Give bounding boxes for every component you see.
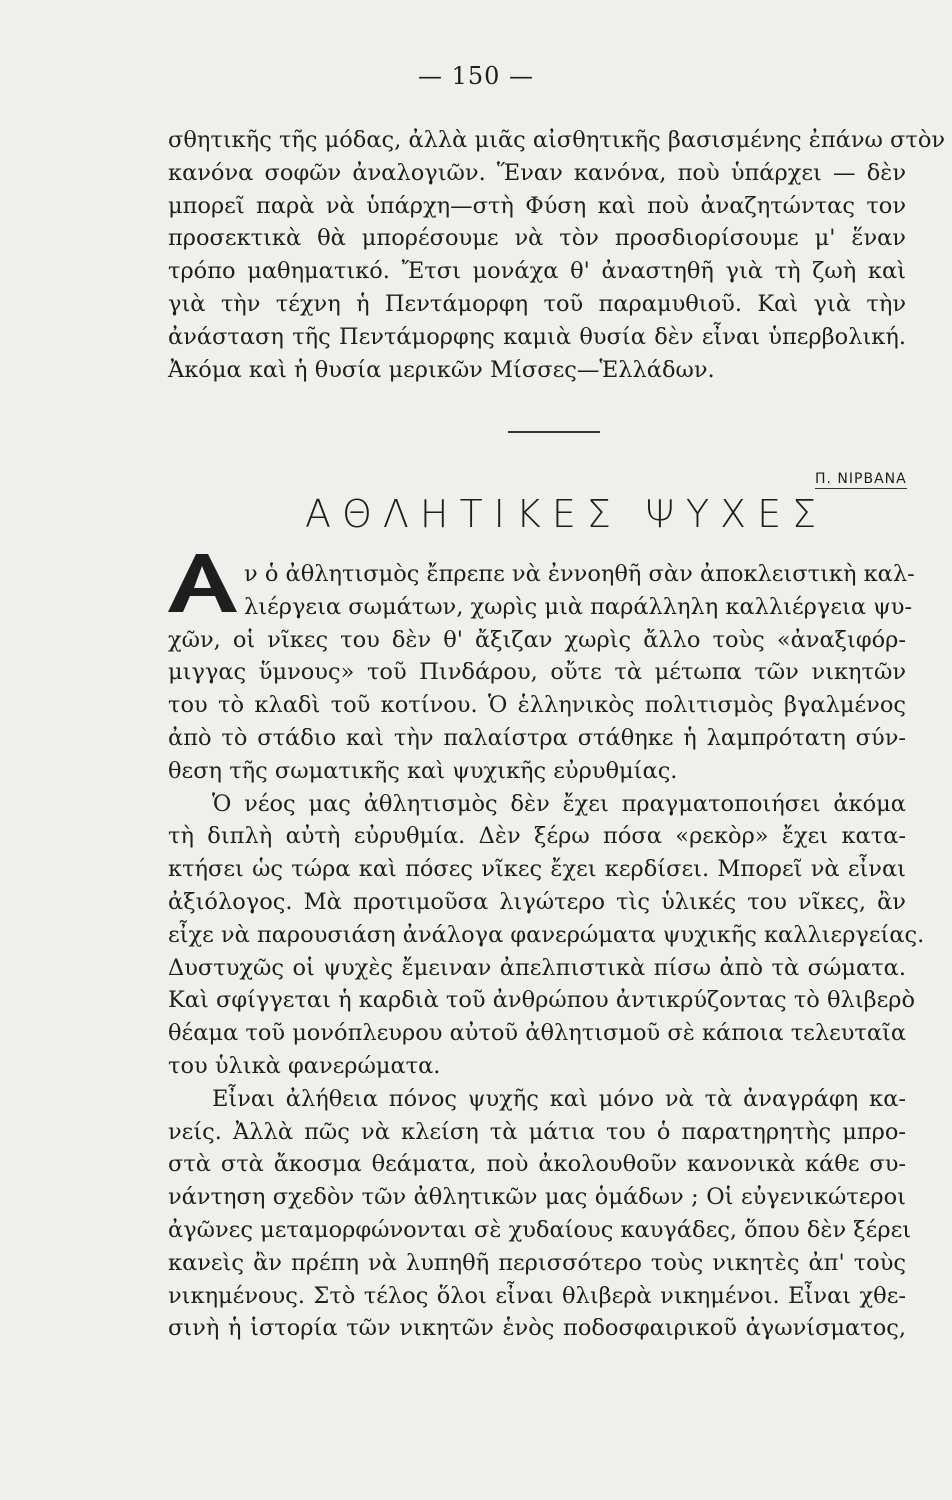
text-line: προσεκτικὰ θὰ μπορέσουμε νὰ τὸν προσδιορίσουμε μ' ἕναν	[168, 225, 906, 252]
text-line: Ἀκόμα καὶ ἡ θυσία μερικῶν Μίσσες—Ἑλλάδων.	[168, 356, 715, 383]
text-line: ἀξιόλογος. Μὰ προτιμοῦσα λιγώτερο τὶς ὑλικές του νῖκες, ἂν	[168, 888, 906, 915]
text-line: τὴ διπλὴ αὐτὴ εὐρυθμία. Δὲν ξέρω πόσα «ρεκὸρ» ἔχει κατα-	[168, 823, 906, 850]
text-line: ἀγῶνες μεταμορφώνονται σὲ χυδαίους καυγάδες, ὅπου δὲν ξέρει	[168, 1216, 912, 1243]
text-line: γιὰ τὴν τέχνη ἡ Πεντάμορφη τοῦ παραμυθιοῦ. Καὶ γιὰ τὴν	[168, 290, 906, 317]
text-line: λιέργεια σωμάτων, χωρὶς μιὰ παράλληλη καλλιέργεια ψυ-	[244, 593, 913, 620]
text-line: κανεὶς ἂν πρέπη νὰ λυπηθῆ περισσότερο τοὺς νικητὲς ἀπ' τοὺς	[168, 1249, 906, 1276]
text-line: στὰ στὰ ἄκοσμα θεάματα, ποὺ ἀκολουθοῦν κανονικὰ κάθε συ-	[168, 1151, 906, 1178]
text-line: κτήσει ὡς τώρα καὶ πόσες νῖκες ἔχει κερδίσει. Μπορεῖ νὰ εἶναι	[168, 856, 906, 883]
text-line: σινὴ ἡ ἱστορία τῶν νικητῶν ἑνὸς ποδοσφαιρικοῦ ἀγωνίσματος,	[168, 1315, 906, 1342]
section-separator-rule	[508, 431, 600, 433]
text-line: χῶν, οἱ νῖκες του δὲν θ' ἄξιζαν χωρὶς ἄλλο τοὺς «ἀναξιφόρ-	[168, 626, 906, 653]
article-author: Π. ΝΙΡΒΑΝΑ	[815, 471, 907, 487]
text-line: θέαμα τοῦ μονόπλευρου αὐτοῦ ἀθλητισμοῦ σὲ κάποια τελευταῖα	[168, 1020, 907, 1047]
page-number: — 150 —	[417, 62, 535, 90]
text-line: τρόπο μαθηματικό. Ἔτσι μονάχα θ' ἀναστηθῆ γιὰ τὴ ζωὴ καὶ	[168, 258, 906, 285]
article-body	[168, 558, 925, 1345]
text-line: νάντηση σχεδὸν τῶν ἀθλητικῶν μας ὁμάδων ; Οἱ εὐγενικώτεροι	[168, 1184, 906, 1211]
text-line: εἶχε νὰ παρουσιάση ἀνάλογα φανερώματα ψυχικῆς καλλιεργείας.	[168, 921, 925, 948]
text-line: μπορεῖ παρὰ νὰ ὑπάρχη—στὴ Φύση καὶ ποὺ ἀναζητώντας τον	[168, 192, 906, 219]
paragraph-2	[168, 788, 925, 1083]
text-line: Καὶ σφίγγεται ἡ καρδιὰ τοῦ ἀνθρώπου ἀντικρύζοντας τὸ θλιβερὸ	[168, 987, 916, 1014]
text-line: Ὁ νέος μας ἀθλητισμὸς δὲν ἔχει πραγματοποιήσει ἀκόμα	[212, 790, 906, 817]
text-line: του τὸ κλαδὶ τοῦ κοτίνου. Ὁ ἑλληνικὸς πολιτισμὸς βγαλμένος	[168, 692, 906, 719]
text-line: Εἶναι ἀλήθεια πόνος ψυχῆς καὶ μόνο νὰ τὰ ἀναγράφη κα-	[212, 1085, 906, 1112]
text-line: ν ὁ ἀθλητισμὸς ἔπρεπε νὰ ἐννοηθῆ σὰν ἀποκλειστικὴ καλ-	[244, 561, 915, 587]
text-line: ἀνάσταση τῆς Πεντάμορφης καμιὰ θυσία δὲν εἶναι ὑπερβολική.	[168, 323, 906, 350]
text-line: κανόνα σοφῶν ἀναλογιῶν. Ἕναν κανόνα, ποὺ ὑπάρχει — δὲν	[168, 159, 906, 186]
text-line: νείς. Ἀλλὰ πῶς νὰ κλείση τὰ μάτια του ὁ παρατηρητὴς μπρο-	[168, 1118, 906, 1145]
text-line: νικημένους. Στὸ τέλος ὅλοι εἶναι θλιβερὰ νικημένοι. Εἶναι χθε-	[168, 1282, 906, 1309]
text-line: μιγγας ὕμνους» τοῦ Πινδάρου, οὔτε τὰ μέτωπα τῶν νικητῶν	[168, 659, 906, 686]
text-line: θεση τῆς σωματικῆς καὶ ψυχικῆς εὐρυθμίας.	[168, 757, 678, 784]
text-line: Δυστυχῶς οἱ ψυχὲς ἔμειναν ἀπελπιστικὰ πίσω ἀπὸ τὰ σώματα.	[168, 954, 906, 981]
article-title: ΑΘΛΗΤΙΚΕΣ ΨΥΧΕΣ	[305, 492, 828, 536]
text-line: ἀπὸ τὸ στάδιο καὶ τὴν παλαίστρα στάθηκε ἡ λαμπρότατη σύν-	[168, 724, 906, 751]
continued-paragraph	[168, 124, 946, 386]
paragraph-1	[168, 558, 915, 788]
text-line: σθητικῆς τῆς μόδας, ἀλλὰ μιᾶς αἰσθητικῆς βασισμένης ἐπάνω στὸν	[168, 127, 946, 153]
text-line: του ὑλικὰ φανερώματα.	[168, 1052, 441, 1079]
paragraph-3	[168, 1083, 912, 1345]
